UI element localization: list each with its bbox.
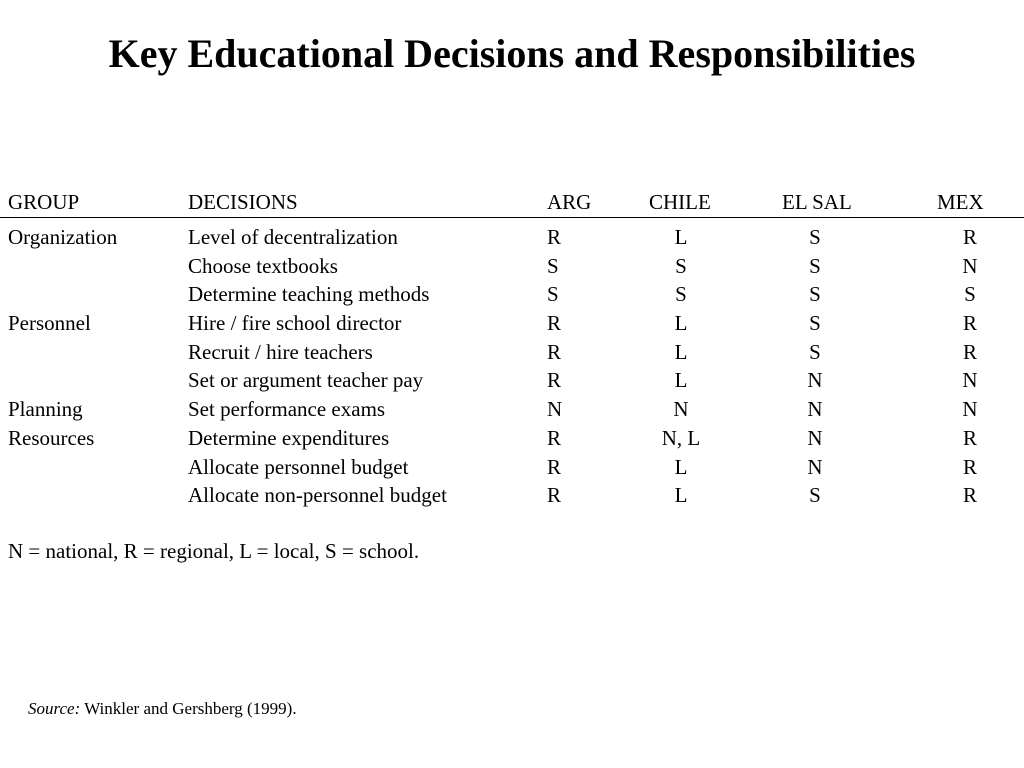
cell-mex: R (962, 225, 977, 249)
cell-elsal: N (807, 368, 823, 393)
header-elsal: EL SAL (782, 190, 852, 214)
source-note (28, 697, 297, 721)
cell-mex: R (962, 425, 977, 450)
cell-decision: Allocate personnel budget (188, 454, 409, 479)
cell-chile: L (674, 339, 688, 364)
cell-chile: L (674, 225, 688, 249)
decisions-table (0, 187, 1024, 509)
cell-decision: Level of decentralization (188, 225, 398, 249)
cell-decision: Choose textbooks (188, 253, 338, 278)
cell-chile: S (675, 253, 687, 278)
source-text: Winkler and Gershberg (1999). (80, 699, 297, 718)
cell-elsal: S (809, 311, 821, 336)
table-row (0, 423, 1024, 452)
header-mex: MEX (937, 190, 984, 214)
cell-elsal: N (807, 397, 823, 422)
cell-arg: R (547, 425, 562, 450)
cell-decision: Determine teaching methods (188, 282, 430, 307)
cell-arg: R (547, 483, 562, 508)
cell-chile: L (674, 454, 688, 479)
cell-arg: R (547, 454, 562, 479)
cell-elsal: N (807, 454, 823, 479)
cell-decision: Determine expenditures (188, 425, 390, 450)
cell-decision: Allocate non-personnel budget (188, 483, 447, 508)
cell-group: Organization (8, 225, 118, 249)
cell-mex: N (962, 253, 978, 278)
cell-mex: S (964, 282, 976, 307)
cell-arg: S (547, 253, 559, 278)
cell-mex: R (962, 454, 977, 479)
cell-group: Personnel (8, 311, 91, 336)
cell-arg: R (547, 368, 562, 393)
table-row (0, 222, 1024, 251)
cell-elsal: S (809, 225, 821, 249)
cell-mex: N (962, 368, 978, 393)
cell-mex: R (962, 483, 977, 508)
cell-chile: L (674, 483, 688, 508)
table-row (0, 279, 1024, 308)
cell-elsal: S (809, 483, 821, 508)
table-row (0, 394, 1024, 423)
table-row (0, 251, 1024, 280)
header-decisions: DECISIONS (188, 190, 298, 214)
cell-group: Resources (8, 425, 95, 450)
cell-elsal: N (807, 425, 823, 450)
cell-arg: R (547, 225, 562, 249)
cell-mex: N (962, 397, 978, 422)
cell-group: Planning (8, 397, 83, 422)
cell-chile: L (674, 368, 688, 393)
table-body (0, 218, 1024, 509)
cell-chile: N (673, 397, 689, 422)
table-row (0, 308, 1024, 337)
cell-decision: Hire / fire school director (188, 311, 402, 336)
cell-decision: Recruit / hire teachers (188, 339, 373, 364)
cell-chile: N, L (661, 425, 701, 450)
cell-mex: R (962, 339, 977, 364)
cell-chile: S (675, 282, 687, 307)
cell-arg: S (547, 282, 559, 307)
header-group: GROUP (8, 190, 80, 214)
legend-note: N = national, R = regional, L = local, S = school. (8, 539, 420, 563)
cell-elsal: S (809, 282, 821, 307)
table-row (0, 480, 1024, 509)
cell-arg: R (547, 339, 562, 364)
cell-arg: R (547, 311, 562, 336)
cell-elsal: S (809, 339, 821, 364)
cell-mex: R (962, 311, 977, 336)
cell-arg: N (547, 397, 563, 422)
table-header-row (0, 187, 1024, 218)
cell-decision: Set performance exams (188, 397, 386, 422)
header-chile: CHILE (649, 190, 711, 214)
cell-elsal: S (809, 253, 821, 278)
table-row (0, 337, 1024, 366)
table-row (0, 452, 1024, 481)
header-arg: ARG (547, 190, 592, 214)
table-row (0, 365, 1024, 394)
cell-chile: L (674, 311, 688, 336)
source-label: Source: (28, 699, 81, 718)
page-title: Key Educational Decisions and Responsibilities (108, 31, 916, 76)
cell-decision: Set or argument teacher pay (188, 368, 424, 393)
